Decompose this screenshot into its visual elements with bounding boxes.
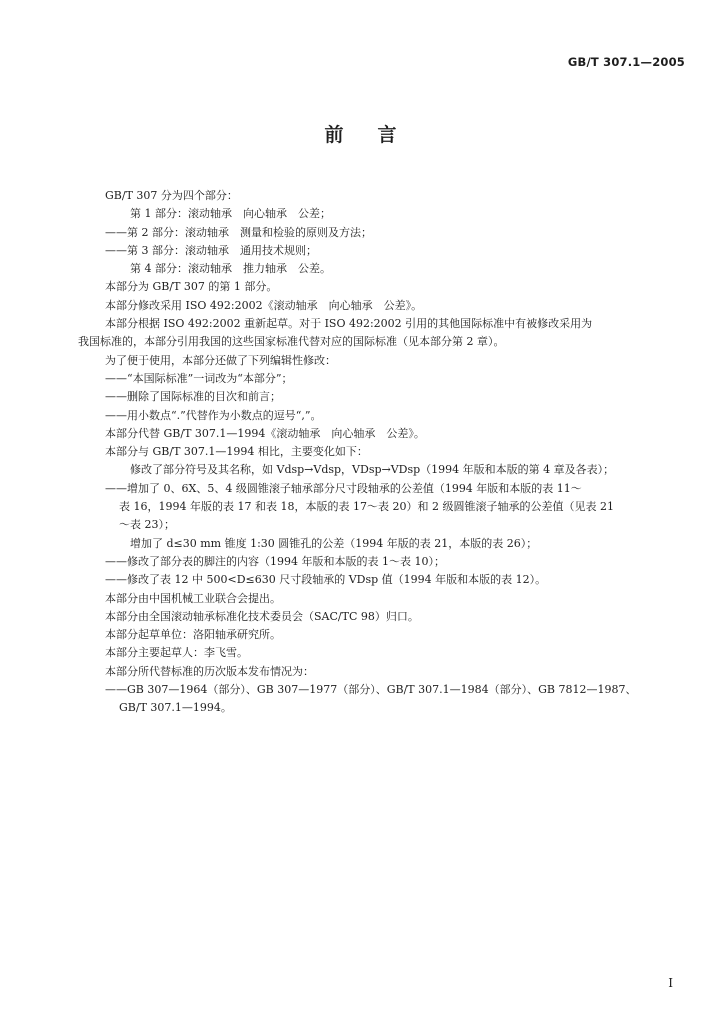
text-line: 本部分与 GB/T 307.1—1994 相比，主要变化如下： [105,445,368,459]
text-line: 本部分主要起草人：李飞雪。 [105,646,248,660]
text-line: GB/T 307 分为四个部分： [105,189,238,202]
text-line: 我国标准的，本部分引用我国的这些国家标准代替对应的国际标准（见本部分第 2 章）。 [78,335,505,349]
list-item: ——第 2 部分：滚动轴承 测量和检验的原则及方法； [105,225,372,239]
list-item: ——“本国际标准”一词改为“本部分”； [105,371,293,385]
text-line: 本部分为 GB/T 307 的第 1 部分。 [105,280,278,294]
text-line: 本部分由全国滚动轴承标准化技术委员会（SAC/TC 98）归口。 [105,609,419,623]
text-line: ～表 23）； [119,518,175,532]
text-line: 表 16，1994 年版的表 17 和表 18，本版的表 17～表 20）和 2 级圆锥滚子轴承的公差值（见表 21 [119,500,614,514]
list-item: ——用小数点“.”代替作为小数点的逗号“,”。 [105,408,322,422]
list-item: ——修改了表 12 中 500<D≤630 尺寸段轴承的 VDsp 值（1994 年版和本版的表 12）。 [105,573,547,587]
text-line: 本部分所代替标准的历次版本发布情况为： [105,664,314,678]
foreword-body [78,187,690,718]
text-line: 本部分代替 GB/T 307.1—1994《滚动轴承 向心轴承 公差》。 [105,426,425,440]
text-line: 本部分根据 ISO 492:2002 重新起草。对于 ISO 492:2002 引用的其他国际标准中有被修改采用为 [105,317,593,331]
list-item: ——GB 307—1964（部分）、GB 307—1977（部分）、GB/T 307.1—1984（部分）、GB 7812—1987、 [105,683,637,697]
standard-code: GB/T 307.1—2005 [567,55,685,69]
list-item: ——第 3 部分：滚动轴承 通用技术规则； [105,243,317,257]
text-line: 本部分由中国机械工业联合会提出。 [105,591,281,605]
list-item: 修改了部分符号及其名称，如 Vdsp→Vdsp，VDsp→VDsp（1994 年版和本版的第 4 章及各表）； [130,463,615,477]
list-item: 第 4 部分：滚动轴承 推力轴承 公差。 [130,262,331,276]
list-item: 增加了 d≤30 mm 锥度 1:30 圆锥孔的公差（1994 年版的表 21，本版的表 26）； [130,536,538,550]
text-line: 为了便于使用，本部分还做了下列编辑性修改： [105,353,336,367]
page-number: I [668,976,673,990]
text-line: 本部分起草单位：洛阳轴承研究所。 [105,628,281,642]
text-line: 本部分修改采用 ISO 492:2002《滚动轴承 向心轴承 公差》。 [105,298,423,312]
list-item: ——修改了部分表的脚注的内容（1994 年版和本版的表 1～表 10）； [105,554,445,568]
list-item: 第 1 部分：滚动轴承 向心轴承 公差； [130,207,331,221]
text-line: GB/T 307.1—1994。 [119,701,232,715]
list-item: ——删除了国际标准的目次和前言； [105,390,281,404]
page-title: 前言 [324,124,431,146]
list-item: ——增加了 0、6X、5、4 级圆锥滚子轴承部分尺寸段轴承的公差值（1994 年版和本版的表 11～ [105,481,582,495]
